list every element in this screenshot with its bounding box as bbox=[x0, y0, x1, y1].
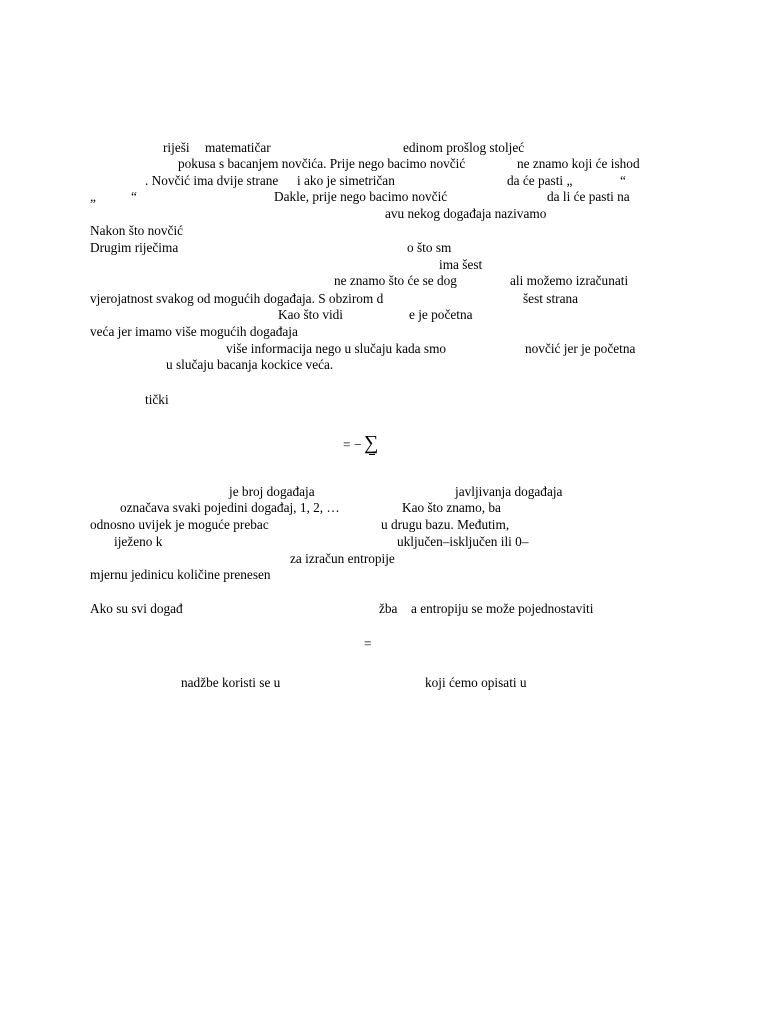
text-fragment: žba bbox=[379, 601, 398, 616]
text-fragment: matematičar bbox=[205, 140, 271, 155]
text-fragment: „ bbox=[90, 189, 96, 204]
text-fragment: označava svaki pojedini događaj, 1, 2, … bbox=[120, 500, 340, 515]
text-fragment: javljivanja događaja bbox=[455, 484, 563, 499]
text-fragment: u slučaju bacanja kockice veća. bbox=[166, 357, 334, 372]
text-fragment: ima šest bbox=[439, 257, 483, 272]
text-fragment: tički bbox=[145, 392, 169, 407]
text-fragment: avu nekog događaja nazivamo bbox=[385, 206, 547, 221]
text-fragment: da li će pasti na bbox=[547, 189, 630, 204]
formula-equals: = bbox=[364, 636, 372, 651]
text-fragment: uključen–isključen ili 0– bbox=[397, 534, 529, 549]
text-fragment: novčić jer je početna bbox=[525, 341, 636, 356]
text-fragment: Drugim riječima bbox=[90, 240, 179, 255]
text-fragment: “ bbox=[620, 173, 626, 188]
formula-underline bbox=[369, 454, 375, 455]
text-fragment: e je početna bbox=[409, 307, 473, 322]
text-fragment: Dakle, prije nego bacimo novčić bbox=[274, 189, 448, 204]
text-fragment: ne znamo koji će ishod bbox=[517, 156, 640, 171]
text-fragment: Nakon što novčić bbox=[90, 223, 184, 238]
text-fragment: . Novčić ima dvije strane bbox=[145, 173, 279, 188]
text-fragment: koji ćemo opisati u bbox=[425, 675, 527, 690]
text-fragment: o što sm bbox=[407, 240, 452, 255]
sigma-symbol: ∑ bbox=[364, 432, 379, 454]
text-fragment: mjernu jedinicu količine prenesen bbox=[90, 567, 271, 582]
text-fragment: nadžbe koristi se u bbox=[181, 675, 281, 690]
text-fragment: je broj događaja bbox=[229, 484, 315, 499]
text-fragment: za izračun entropije bbox=[290, 551, 395, 566]
text-fragment: Ako su svi događ bbox=[90, 601, 183, 616]
text-fragment: Kao što vidi bbox=[278, 307, 344, 322]
text-fragment: ne znamo što će se dog bbox=[334, 273, 457, 288]
text-fragment: da će pasti „ bbox=[507, 173, 573, 188]
text-fragment: riješi bbox=[163, 140, 190, 155]
text-fragment: u drugu bazu. Međutim, bbox=[381, 517, 510, 532]
text-fragment: veća jer imamo više mogućih događaja bbox=[90, 324, 298, 339]
text-fragment: ali možemo izračunati bbox=[510, 273, 629, 288]
text-fragment: odnosno uvijek je moguće prebac bbox=[90, 517, 269, 532]
text-fragment: “ bbox=[131, 189, 137, 204]
formula-equals-minus: = − bbox=[343, 437, 362, 452]
text-fragment: iježeno k bbox=[114, 534, 163, 549]
text-fragment: i ako je simetričan bbox=[297, 173, 395, 188]
text-fragment: pokusa s bacanjem novčića. Prije nego bacimo novčić bbox=[178, 156, 466, 171]
text-fragment: više informacija nego u slučaju kada smo bbox=[226, 341, 447, 356]
text-fragment: šest strana bbox=[523, 291, 579, 306]
text-fragment: edinom prošlog stoljeć bbox=[403, 140, 525, 155]
text-fragment: a entropiju se može pojednostaviti bbox=[411, 601, 594, 616]
text-fragment: Kao što znamo, ba bbox=[402, 500, 501, 515]
text-fragment: vjerojatnost svakog od mogućih događaja. S obzirom d bbox=[90, 291, 384, 306]
